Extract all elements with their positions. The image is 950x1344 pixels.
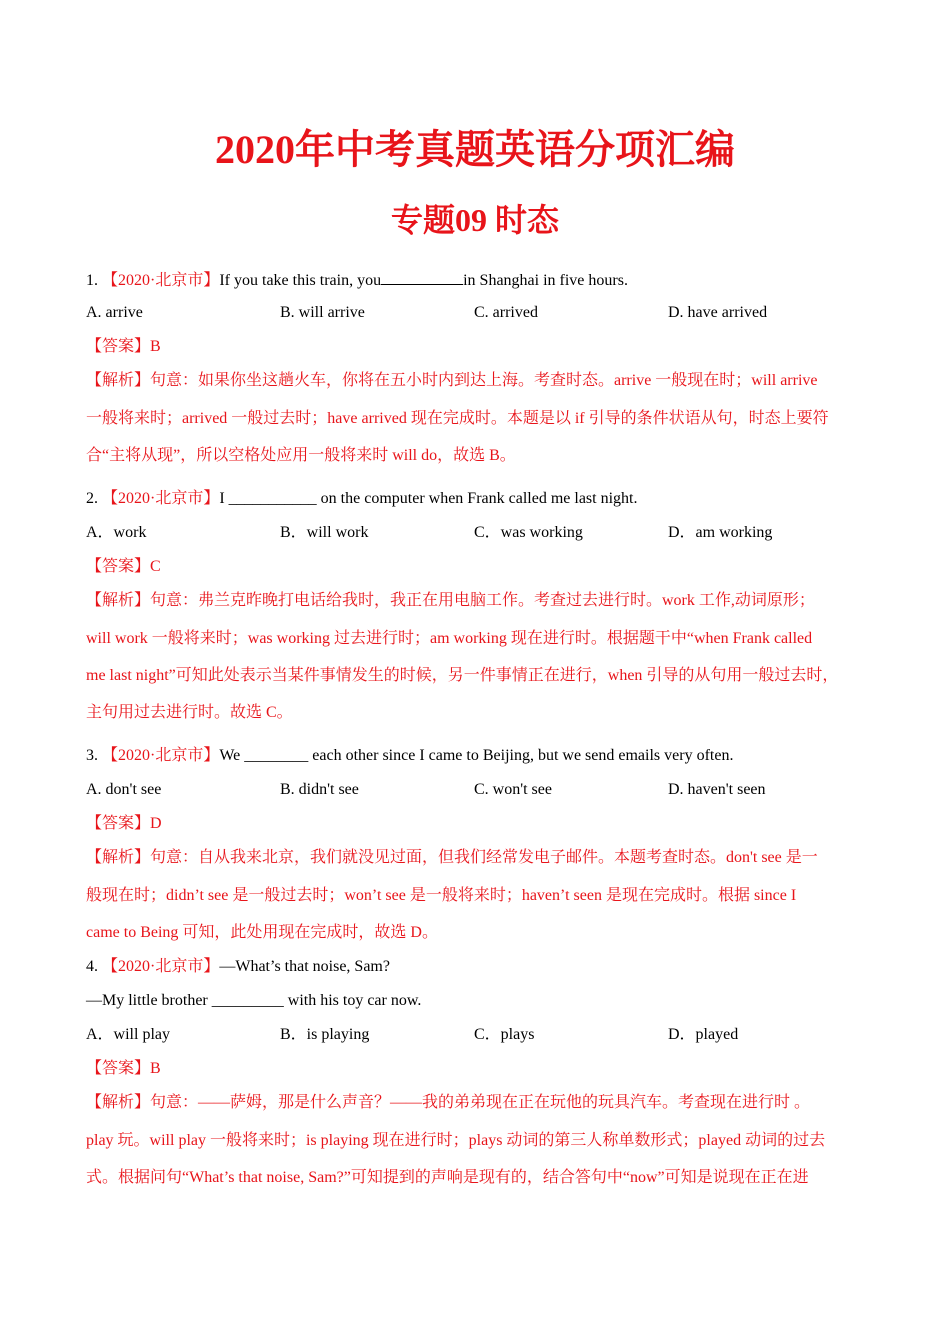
explanation-line: 合“主将从现”，所以空格处应用一般将来时 will do，故选 B。 bbox=[86, 447, 516, 464]
question-1-stem bbox=[86, 268, 876, 292]
question-stem-text: We ________ each other since I came to Beijing, but we send emails very often. bbox=[219, 747, 734, 764]
option-b: B. didn't see bbox=[280, 781, 359, 798]
option-b: B. will arrive bbox=[280, 304, 365, 321]
question-4-stem bbox=[86, 956, 876, 978]
answer-key: 【答案】D bbox=[86, 815, 162, 832]
question-3-stem bbox=[86, 745, 876, 767]
option-c: C．plays bbox=[474, 1026, 535, 1043]
question-source: 【2020·北京市】 bbox=[102, 958, 220, 975]
explanation-line: 式。根据问句“What’s that noise, Sam?”可知提到的声响是现有的，结合答句中“now”可知是说现在正在进 bbox=[86, 1169, 809, 1186]
question-stem-text: —What’s that noise, Sam? bbox=[219, 958, 390, 975]
explanation-line: 【解析】句意：——萨姆，那是什么声音？——我的弟弟现在正在玩他的玩具汽车。考查现在进行时 。 bbox=[86, 1094, 811, 1111]
explanation-line: play 玩。will play 一般将来时；is playing 现在进行时；plays 动词的第三人称单数形式；played 动词的过去 bbox=[86, 1132, 826, 1149]
explanation-line: 【解析】句意：自从我来北京，我们就没见过面，但我们经常发电子邮件。本题考查时态。don't see 是一 bbox=[86, 849, 818, 866]
option-a: A．will play bbox=[86, 1026, 170, 1043]
explanation-line: came to Being 可知，此处用现在完成时，故选 D。 bbox=[86, 924, 438, 941]
option-b: B．will work bbox=[280, 524, 369, 541]
option-d: D．played bbox=[668, 1026, 739, 1043]
explanation-line: 一般将来时；arrived 一般过去时；have arrived 现在完成时。本题是以 if 引导的条件状语从句，时态上要符 bbox=[86, 410, 829, 427]
question-number: 3. bbox=[86, 747, 98, 764]
option-c: C．was working bbox=[474, 524, 583, 541]
question-source: 【2020·北京市】 bbox=[102, 747, 220, 764]
document-subtitle: 专题09 时态 bbox=[390, 202, 559, 238]
question-stem-text: If you take this train, you bbox=[219, 272, 382, 289]
question-stem-text: I ___________ on the computer when Frank called me last night. bbox=[219, 490, 638, 507]
question-number: 2. bbox=[86, 490, 98, 507]
explanation-line: me last night”可知此处表示当某件事情发生的时候，另一件事情正在进行，when 引导的从句用一般过去时， bbox=[86, 667, 839, 684]
answer-blank bbox=[381, 268, 463, 285]
explanation-line: 主句用过去进行时。故选 C。 bbox=[86, 704, 293, 721]
option-c: C. arrived bbox=[474, 304, 538, 321]
question-4-stem-line2: —My little brother _________ with his toy car now. bbox=[86, 992, 422, 1009]
option-d: D. haven't seen bbox=[668, 781, 766, 798]
option-d: D．am working bbox=[668, 524, 773, 541]
document-title: 2020年中考真题英语分项汇编 bbox=[215, 127, 735, 172]
explanation-line: 般现在时；didn’t see 是一般过去时；won’t see 是一般将来时；haven’t seen 是现在完成时。根据 since I bbox=[86, 887, 797, 904]
explanation-line: 【解析】句意：弗兰克昨晚打电话给我时，我正在用电脑工作。考查过去进行时。work 工作,动词原形； bbox=[86, 592, 815, 609]
question-source: 【2020·北京市】 bbox=[102, 272, 220, 289]
question-stem-text: in Shanghai in five hours. bbox=[463, 272, 628, 289]
option-a: A．work bbox=[86, 524, 147, 541]
answer-key: 【答案】C bbox=[86, 558, 161, 575]
option-b: B．is playing bbox=[280, 1026, 370, 1043]
question-source: 【2020·北京市】 bbox=[102, 490, 220, 507]
question-2-stem bbox=[86, 488, 876, 510]
option-c: C. won't see bbox=[474, 781, 552, 798]
option-a: A. don't see bbox=[86, 781, 162, 798]
question-number: 4. bbox=[86, 958, 98, 975]
answer-key: 【答案】B bbox=[86, 1060, 161, 1077]
explanation-line: will work 一般将来时；was working 过去进行时；am working 现在进行时。根据题干中“when Frank called bbox=[86, 630, 813, 647]
option-d: D. have arrived bbox=[668, 304, 768, 321]
question-number: 1. bbox=[86, 272, 98, 289]
option-a: A. arrive bbox=[86, 304, 143, 321]
answer-key: 【答案】B bbox=[86, 338, 161, 355]
explanation-line: 【解析】句意：如果你坐这趟火车，你将在五小时内到达上海。考查时态。arrive 一般现在时；will arrive bbox=[86, 372, 818, 389]
